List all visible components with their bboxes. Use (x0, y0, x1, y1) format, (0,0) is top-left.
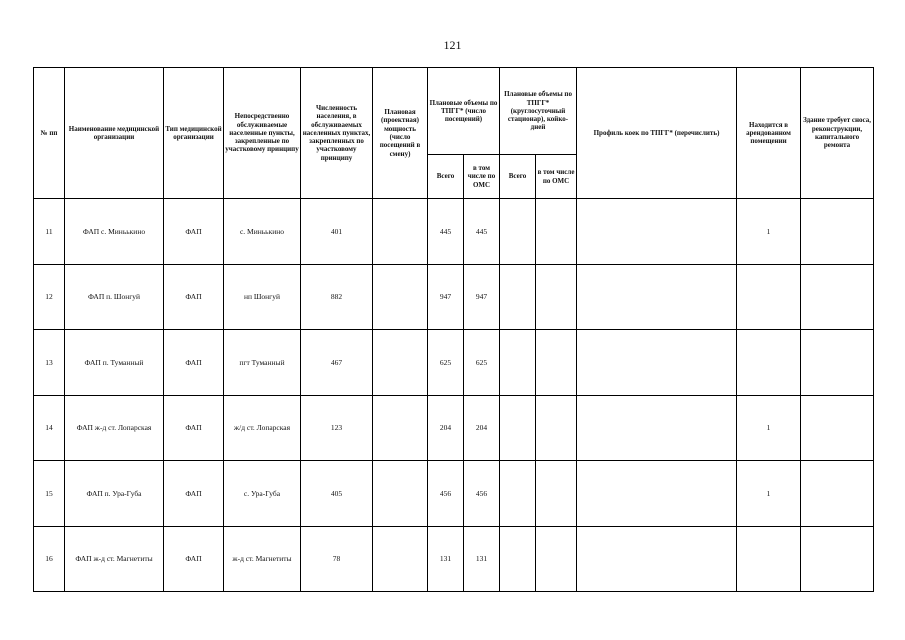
header-name: Наименование медицинской организации (65, 68, 164, 199)
cell-profile (577, 526, 737, 592)
cell-type: ФАП (164, 526, 224, 592)
cell-num: 11 (34, 199, 65, 265)
cell-name: ФАП п. Туманный (65, 330, 164, 396)
cell-type: ФАП (164, 395, 224, 461)
cell-rented (737, 526, 801, 592)
cell-settlement: пгт Туманный (224, 330, 301, 396)
cell-num: 13 (34, 330, 65, 396)
cell-beds-total (500, 526, 536, 592)
table-row (34, 330, 874, 396)
cell-visits-oms: 947 (464, 264, 500, 330)
header-type: Тип медицинской организации (164, 68, 224, 199)
table-row (34, 526, 874, 592)
cell-name: ФАП ж-д ст. Лопарская (65, 395, 164, 461)
cell-profile (577, 461, 737, 527)
header-hospital-group: Плановые объемы по ТПГГ* (круглосуточный стационар), койко-дней (500, 68, 577, 155)
cell-name: ФАП ж-д ст. Магнетиты (65, 526, 164, 592)
cell-num: 16 (34, 526, 65, 592)
cell-name: ФАП с. Миньькино (65, 199, 164, 265)
header-visits-total: Всего (428, 155, 464, 199)
cell-beds-oms (536, 199, 577, 265)
header-num: № пп (34, 68, 65, 199)
header-settlements: Непосредственно обслуживаемые населенные пункты, закрепленные по участковому принципу (224, 68, 301, 199)
cell-profile (577, 330, 737, 396)
cell-visits-oms: 131 (464, 526, 500, 592)
header-visits-oms: в том числе по ОМС (464, 155, 500, 199)
cell-settlement: с. Ура-Губа (224, 461, 301, 527)
header-profile: Профиль коек по ТПГГ* (перечислить) (577, 68, 737, 199)
cell-type: ФАП (164, 330, 224, 396)
cell-repair (801, 330, 874, 396)
cell-num: 15 (34, 461, 65, 527)
cell-beds-oms (536, 461, 577, 527)
cell-visits-total: 947 (428, 264, 464, 330)
header-repair: Здание требует сноса, реконструкции, капитального ремонта (801, 68, 874, 199)
cell-rented (737, 264, 801, 330)
header-rented: Находится в арендованном помещении (737, 68, 801, 199)
cell-rented: 1 (737, 461, 801, 527)
cell-beds-oms (536, 330, 577, 396)
cell-population: 78 (301, 526, 373, 592)
facilities-table (33, 67, 874, 592)
cell-beds-total (500, 395, 536, 461)
cell-capacity (373, 330, 428, 396)
cell-repair (801, 526, 874, 592)
header-beds-total: Всего (500, 155, 536, 199)
cell-beds-total (500, 461, 536, 527)
cell-capacity (373, 199, 428, 265)
cell-settlement: ж-д ст. Магнетиты (224, 526, 301, 592)
cell-population: 405 (301, 461, 373, 527)
cell-beds-total (500, 199, 536, 265)
cell-visits-total: 131 (428, 526, 464, 592)
cell-population: 467 (301, 330, 373, 396)
table-row (34, 199, 874, 265)
table-row (34, 461, 874, 527)
cell-visits-oms: 456 (464, 461, 500, 527)
header-capacity: Плановая (проектная) мощность (число посещений в смену) (373, 68, 428, 199)
cell-name: ФАП п. Шонгуй (65, 264, 164, 330)
cell-settlement: нп Шонгуй (224, 264, 301, 330)
cell-settlement: с. Миньькино (224, 199, 301, 265)
cell-visits-total: 456 (428, 461, 464, 527)
cell-visits-oms: 625 (464, 330, 500, 396)
cell-name: ФАП п. Ура-Губа (65, 461, 164, 527)
cell-beds-oms (536, 264, 577, 330)
cell-beds-oms (536, 395, 577, 461)
cell-profile (577, 264, 737, 330)
header-population: Численность населения, в обслуживаемых населенных пунктах, закрепленных по участковому принципу (301, 68, 373, 199)
cell-visits-total: 625 (428, 330, 464, 396)
cell-type: ФАП (164, 199, 224, 265)
cell-profile (577, 199, 737, 265)
cell-rented (737, 330, 801, 396)
cell-rented: 1 (737, 199, 801, 265)
cell-repair (801, 264, 874, 330)
cell-visits-total: 445 (428, 199, 464, 265)
cell-repair (801, 461, 874, 527)
cell-type: ФАП (164, 461, 224, 527)
header-beds-oms: в том числе по ОМС (536, 155, 577, 199)
cell-population: 123 (301, 395, 373, 461)
cell-settlement: ж/д ст. Лопарская (224, 395, 301, 461)
cell-rented: 1 (737, 395, 801, 461)
header-visits-group: Плановые объемы по ТПГГ* (число посещений) (428, 68, 500, 155)
cell-beds-oms (536, 526, 577, 592)
cell-repair (801, 395, 874, 461)
cell-type: ФАП (164, 264, 224, 330)
cell-num: 12 (34, 264, 65, 330)
cell-population: 401 (301, 199, 373, 265)
cell-visits-total: 204 (428, 395, 464, 461)
cell-population: 882 (301, 264, 373, 330)
cell-repair (801, 199, 874, 265)
table-row (34, 395, 874, 461)
table-row (34, 264, 874, 330)
cell-profile (577, 395, 737, 461)
cell-beds-total (500, 330, 536, 396)
page-number: 121 (443, 38, 462, 52)
cell-visits-oms: 204 (464, 395, 500, 461)
cell-visits-oms: 445 (464, 199, 500, 265)
cell-capacity (373, 526, 428, 592)
cell-capacity (373, 461, 428, 527)
cell-beds-total (500, 264, 536, 330)
cell-num: 14 (34, 395, 65, 461)
cell-capacity (373, 264, 428, 330)
cell-capacity (373, 395, 428, 461)
